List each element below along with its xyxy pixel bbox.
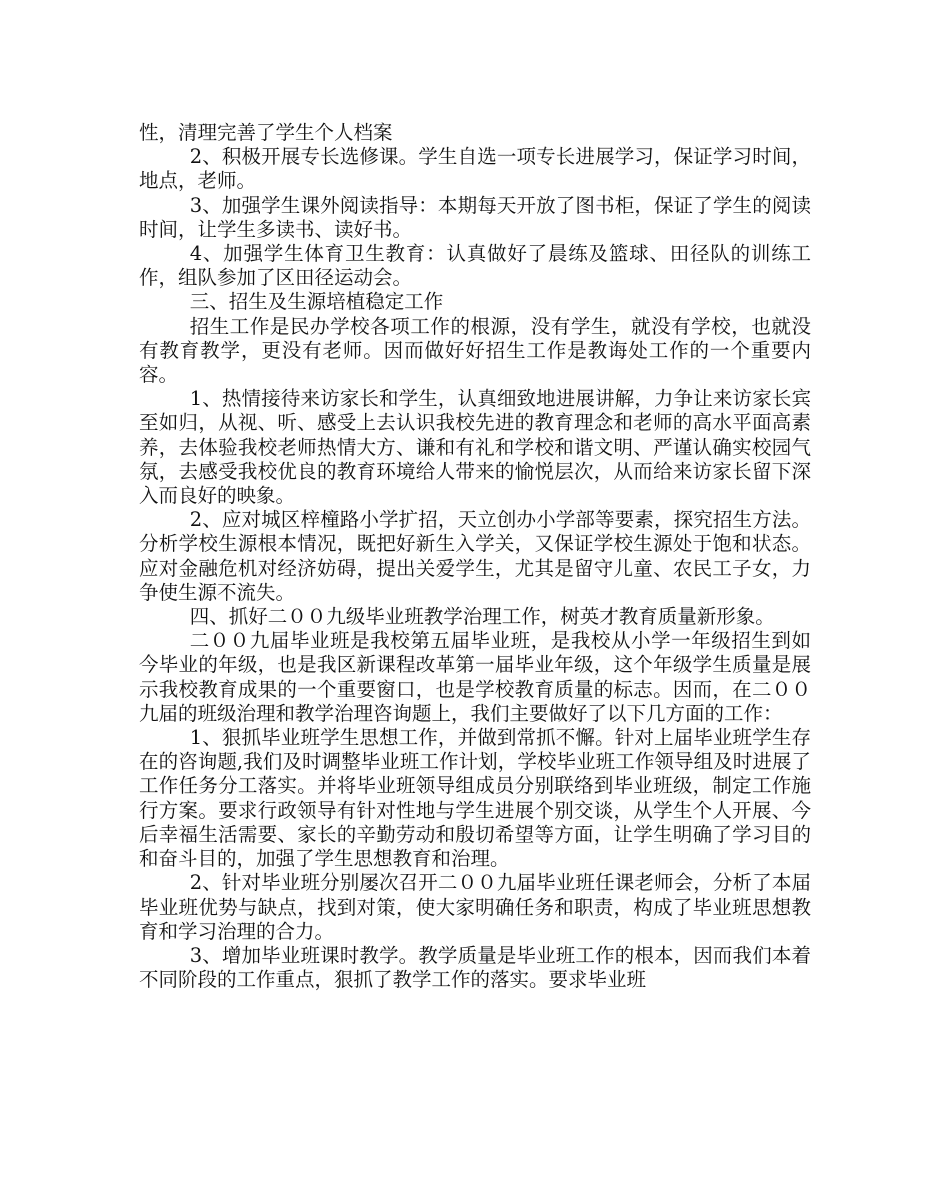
paragraph-4: 4、加强学生体育卫生教育：认真做好了晨练及篮球、田径队的训练工作，组队参加了区田径运动会。 <box>139 242 811 290</box>
document-body <box>139 121 811 992</box>
paragraph-7: 1、热情接待来访家长和学生，认真细致地进展讲解，力争让来访家长宾至如归，从视、听、感受上去认识我校先进的教育理念和老师的高水平面高素养，去体验我校老师热情大方、谦和有礼和学校和谐文明、严谨认确实校园气氛，去感受我校优良的教育环境给人带来的愉悦层次，从而给来访家长留下深入而良好的映象。 <box>139 387 811 508</box>
section-heading-4: 四、抓好二００九级毕业班教学治理工作，树英才教育质量新形象。 <box>189 605 775 629</box>
paragraph-13: 3、增加毕业班课时教学。教学质量是毕业班工作的根本，因而我们本着不同阶段的工作重点，狠抓了教学工作的落实。要求毕业班 <box>139 943 811 992</box>
section-heading-3: 三、招生及生源培植稳定工作 <box>189 290 444 314</box>
paragraph-2: 2、积极开展专长选修课。学生自选一项专长进展学习，保证学习时间，地点，老师。 <box>139 145 811 193</box>
paragraph-11: 1、狠抓毕业班学生思想工作，并做到常抓不懈。针对上届毕业班学生存在的咨询题,我们及时调整毕业班工作计划，学校毕业班工作领导组及时进展了工作任务分工落实。并将毕业班领导组成员分别联络到毕业班级，制定工作施行方案。要求行政领导有针对性地与学生进展个别交谈，从学生个人开展、今后幸福生活需要、家长的辛勤劳动和殷切希望等方面，让学生明确了学习目的和奋斗目的，加强了学生思想教育和治理。 <box>139 726 811 871</box>
paragraph-6: 招生工作是民办学校各项工作的根源，没有学生，就没有学校，也就没有教育教学，更没有老师。因而做好好招生工作是教诲处工作的一个重要内容。 <box>139 314 811 387</box>
paragraph-12: 2、针对毕业班分别屡次召开二００九届毕业班任课老师会，分析了本届毕业班优势与缺点，找到对策，使大家明确任务和职责，构成了毕业班思想教育和学习治理的合力。 <box>139 871 811 943</box>
paragraph-8: 2、应对城区梓橦路小学扩招，天立创办小学部等要素，探究招生方法。分析学校生源根本情况，既把好新生入学关，又保证学校生源处于饱和状态。应对金融危机对经济妨碍，提出关爱学生，尤其是留守儿童、农民工子女，力争使生源不流失。 <box>139 508 811 604</box>
paragraph-3: 3、加强学生课外阅读指导：本期每天开放了图书柜，保证了学生的阅读时间，让学生多读书、读好书。 <box>139 193 811 241</box>
paragraph-10: 二００九届毕业班是我校第五届毕业班，是我校从小学一年级招生到如今毕业的年级，也是我区新课程改革第一届毕业年级，这个年级学生质量是展示我校教育成果的一个重要窗口，也是学校教育质量的标志。因而，在二００九届的班级治理和教学治理咨询题上，我们主要做好了以下几方面的工作： <box>139 629 811 725</box>
paragraph-1: 性，清理完善了学生个人档案 <box>139 121 393 144</box>
